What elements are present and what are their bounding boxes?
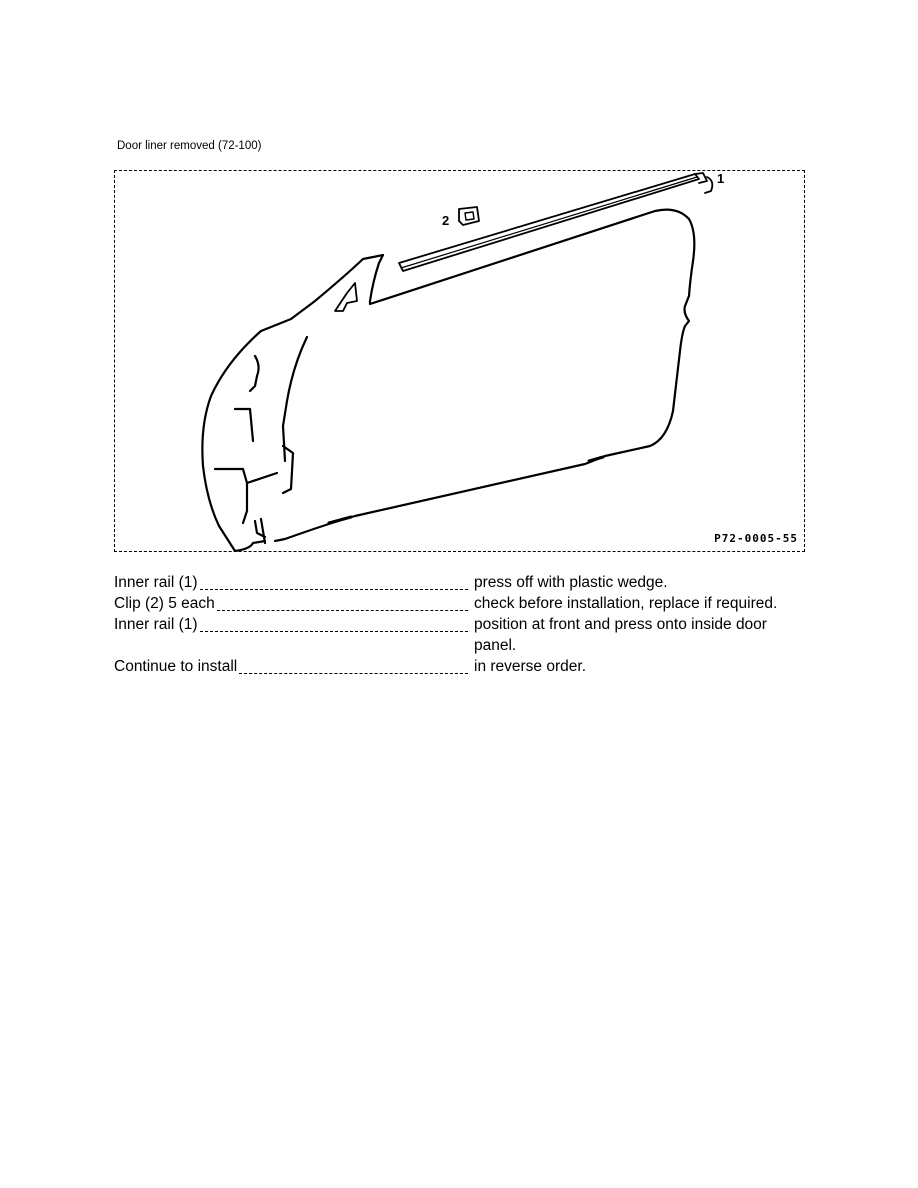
callout-clip: 2 [442, 213, 450, 228]
step-row [114, 614, 814, 656]
step-item: Continue to install [114, 658, 238, 675]
dotted-leader [217, 609, 468, 611]
step-action: in reverse order. [474, 658, 586, 675]
dotted-leader [239, 672, 468, 674]
step-row [114, 593, 814, 614]
dotted-leader [200, 588, 468, 590]
step-item: Inner rail (1) [114, 616, 198, 633]
clip-drawing [459, 207, 479, 225]
figure-code: P72-0005-55 [714, 532, 798, 545]
procedure-steps [114, 572, 814, 677]
step-item: Inner rail (1) [114, 574, 198, 591]
step-action: position at front and press onto inside door panel. [474, 616, 767, 654]
door-illustration [115, 171, 806, 553]
step-row [114, 656, 814, 677]
dotted-leader [200, 630, 468, 632]
step-row [114, 572, 814, 593]
step-action: check before installation, replace if required. [474, 595, 778, 612]
step-item: Clip (2) 5 each [114, 595, 215, 612]
door-outline-drawing [202, 210, 694, 551]
step-action: press off with plastic wedge. [474, 574, 668, 591]
callout-inner-rail: 1 [717, 171, 725, 186]
figure-caption: Door liner removed (72-100) [117, 140, 262, 152]
door-illustration-frame [114, 170, 805, 552]
